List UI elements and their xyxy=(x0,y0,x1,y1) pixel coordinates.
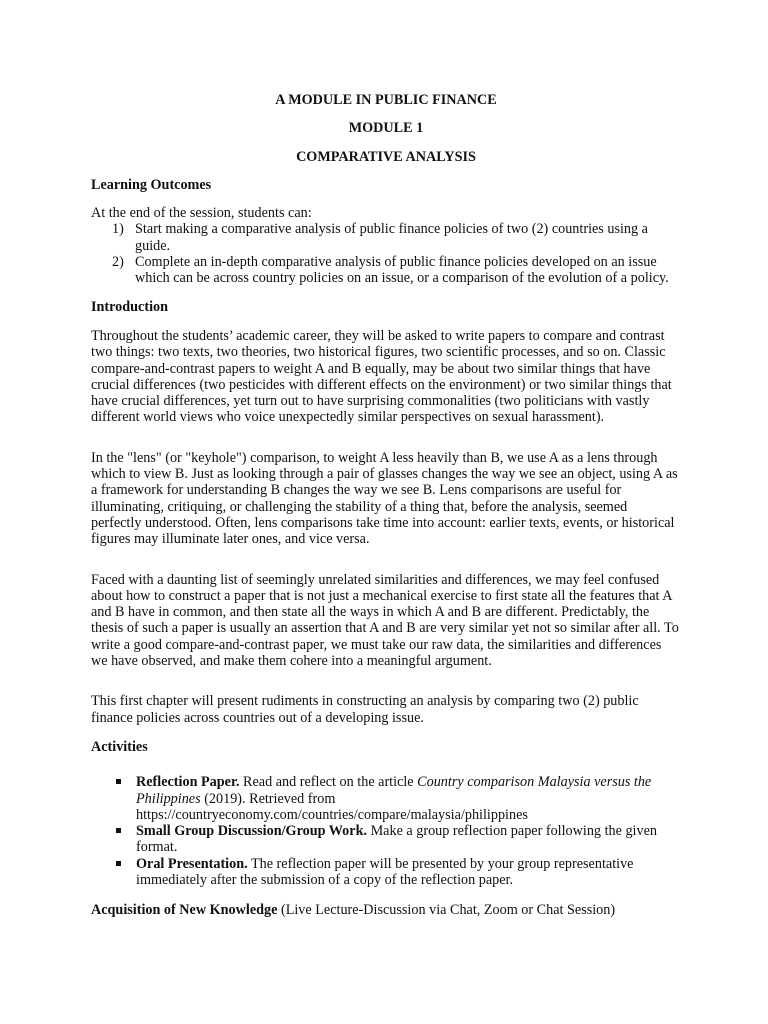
article-title: Country comparison Malaysia versus the Philippines xyxy=(136,774,652,807)
list-number: 2) xyxy=(112,254,124,271)
bullet-icon xyxy=(116,828,121,833)
activity-label: Small Group Discussion/Group Work. xyxy=(136,823,368,840)
bullet-icon xyxy=(116,779,121,784)
list-item xyxy=(91,823,681,856)
activity-text: (2019). Retrieved from https://countryeconomy.com/countries/compare/malaysia/philippines xyxy=(136,790,528,823)
activity-text: Read and reflect on the article xyxy=(239,774,418,791)
introduction-paragraph: This first chapter will present rudiments in constructing an analysis by comparing two (2) public finance policies across countries out of a developing issue. xyxy=(91,693,639,726)
module-title: COMPARATIVE ANALYSIS xyxy=(296,148,476,165)
acquisition-line xyxy=(91,902,681,918)
activity-label: Oral Presentation. xyxy=(136,855,248,872)
learning-outcomes-list xyxy=(91,221,681,286)
list-item xyxy=(91,774,681,823)
list-item-text: Start making a comparative analysis of public finance policies of two (2) countries using a guide. xyxy=(135,221,648,254)
activity-text: Make a group reflection paper following the given format. xyxy=(136,823,657,856)
introduction-paragraph: Throughout the students’ academic career, they will be asked to write papers to compare and contrast two things: two texts, two theories, two historical figures, two scientific processes, and so on. Classic compare-and-contrast papers to weight A and B equally, may be about two similar things that have crucial differences (two pesticides with different effects on the environment) or two similar things that have crucial differences, yet turn out to have surprising commonalities (two politicians with vastly different world views who voice unexpectedly similar perspectives on sexual harassment). xyxy=(91,327,672,426)
list-item xyxy=(91,856,681,889)
list-item xyxy=(91,221,681,254)
learning-outcomes-intro: At the end of the session, students can: xyxy=(91,205,312,222)
acquisition-text: (Live Lecture-Discussion via Chat, Zoom or Chat Session) xyxy=(277,902,616,919)
learning-outcomes-heading: Learning Outcomes xyxy=(91,176,212,193)
list-number: 1) xyxy=(112,221,124,238)
activities-list xyxy=(91,774,681,888)
activity-text: The reflection paper will be presented by your group representative immediately after the submission of a copy of the reflection paper. xyxy=(136,855,634,888)
list-item xyxy=(91,254,681,287)
introduction-paragraph: Faced with a daunting list of seemingly unrelated similarities and differences, we may feel confused about how to construct a paper that is not just a mechanical exercise to first state all the features that A and B have in common, and then state all the ways in which A and B are different. Predictably, the thesis of such a paper is usually an assertion that A and B are very similar yet not so similar after all. To write a good compare-and-contrast paper, we must take our raw data, the similarities and differences we have observed, and make them cohere into a meaningful argument. xyxy=(91,571,679,670)
activities-heading: Activities xyxy=(91,738,148,755)
module-number: MODULE 1 xyxy=(348,120,424,137)
document-title: A MODULE IN PUBLIC FINANCE xyxy=(275,92,497,108)
introduction-heading: Introduction xyxy=(91,298,168,315)
document-content xyxy=(91,92,681,919)
introduction-paragraph: In the "lens" (or "keyhole") comparison, to weight A less heavily than B, we use A as a lens through which to view B. Just as looking through a pair of glasses changes the way we see an object, using A as a framework for understanding B changes the way we see B. Lens comparisons are useful for illuminating, critiquing, or challenging the stability of a thing that, before the analysis, seemed perfectly understood. Often, lens comparisons take time into account: earlier texts, events, or historical figures may illuminate later ones, and vice versa. xyxy=(91,449,678,548)
list-item-text: Complete an in-depth comparative analysis of public finance policies developed on an issue which can be across country policies on an issue, or a comparison of the evolution of a policy. xyxy=(135,254,669,287)
bullet-icon xyxy=(116,861,121,866)
activity-label: Reflection Paper. xyxy=(136,774,240,791)
acquisition-heading: Acquisition of New Knowledge xyxy=(91,902,278,919)
